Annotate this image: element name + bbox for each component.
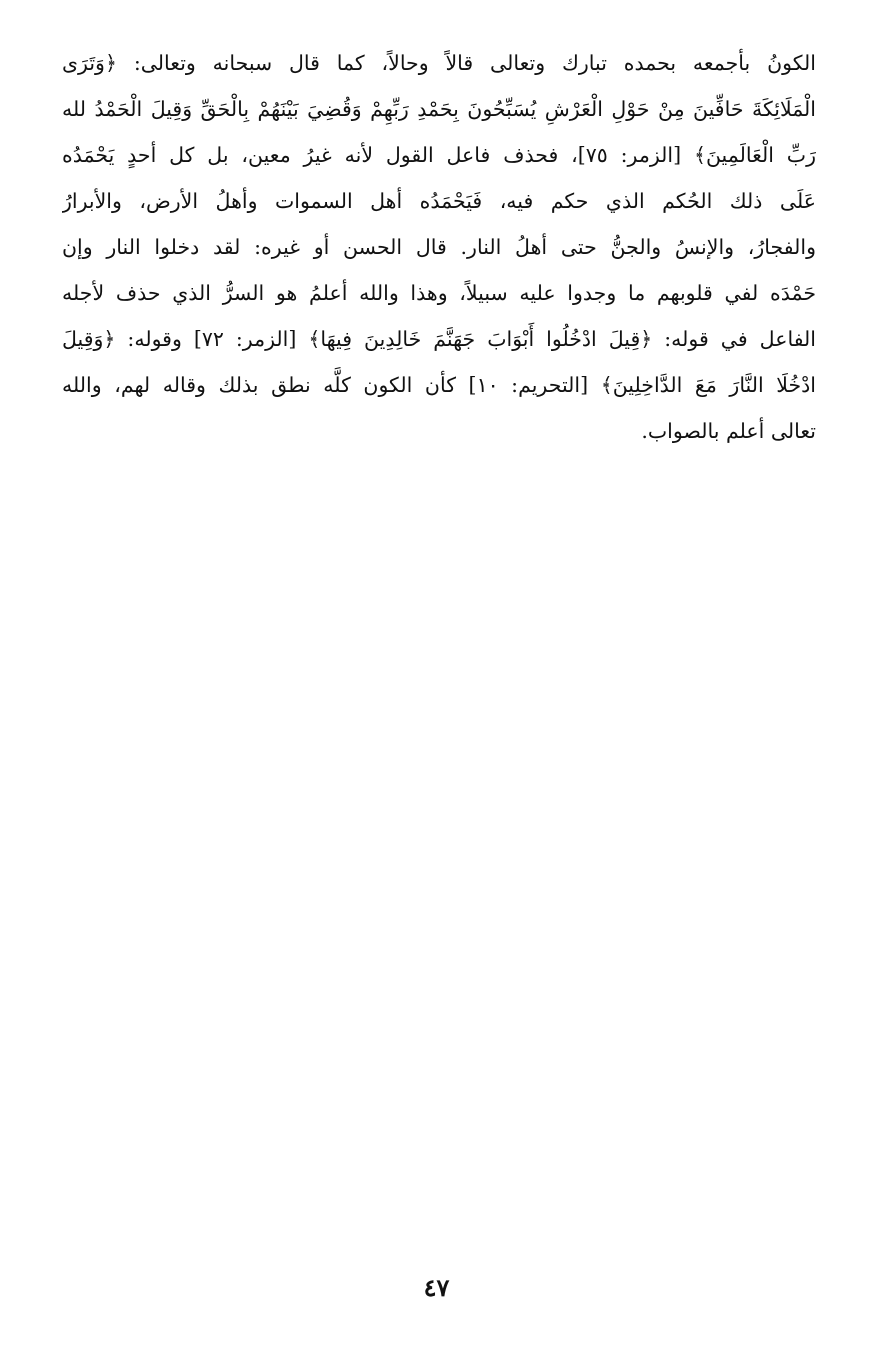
text-line: عَلَى ذلك الحُكم الذي حكم فيه، فَيَحْمَدُه أهل السموات وأهلُ الأرض، والأبرارُ xyxy=(62,189,816,213)
text-line: الْمَلَائِكَةَ حَافِّينَ مِنْ حَوْلِ الْعَرْشِ يُسَبِّحُونَ بِحَمْدِ رَبِّهِمْ وَقُضِيَ بَيْنَهُمْ بِالْحَقِّ وَقِيلَ الْحَمْدُ لله xyxy=(62,97,816,121)
text-line: حَمْدَه لفي قلوبهم ما وجدوا عليه سبيلاً، وهذا والله أعلمُ هو السرُّ الذي حذف لأجله xyxy=(62,281,816,305)
page-number: ٤٧ xyxy=(423,1273,450,1302)
body-text xyxy=(62,40,816,454)
text-line-last: تعالى أعلم بالصواب. xyxy=(641,419,816,443)
text-line: الكونُ بأجمعه بحمده تبارك وتعالى قالاً وحالاً، كما قال سبحانه وتعالى: ﴿وَتَرَى xyxy=(62,51,816,75)
text-line: رَبِّ الْعَالَمِينَ﴾ [الزمر: ٧٥]، فحذف فاعل القول لأنه غيرُ معين، بل كل أحدٍ يَحْمَدُه xyxy=(62,143,816,167)
text-line: ادْخُلَا النَّارَ مَعَ الدَّاخِلِينَ﴾ [التحريم: ١٠] كأن الكون كلَّه نطق بذلك وقاله لهم، والله xyxy=(62,373,816,397)
text-line: الفاعل في قوله: ﴿قِيلَ ادْخُلُوا أَبْوَابَ جَهَنَّمَ خَالِدِينَ فِيهَا﴾ [الزمر: ٧٢] وقوله: ﴿وَقِيلَ xyxy=(62,327,816,351)
text-line: والفجارُ، والإنسُ والجنُّ حتى أهلُ النار. قال الحسن أو غيره: لقد دخلوا النار وإن xyxy=(62,235,816,259)
